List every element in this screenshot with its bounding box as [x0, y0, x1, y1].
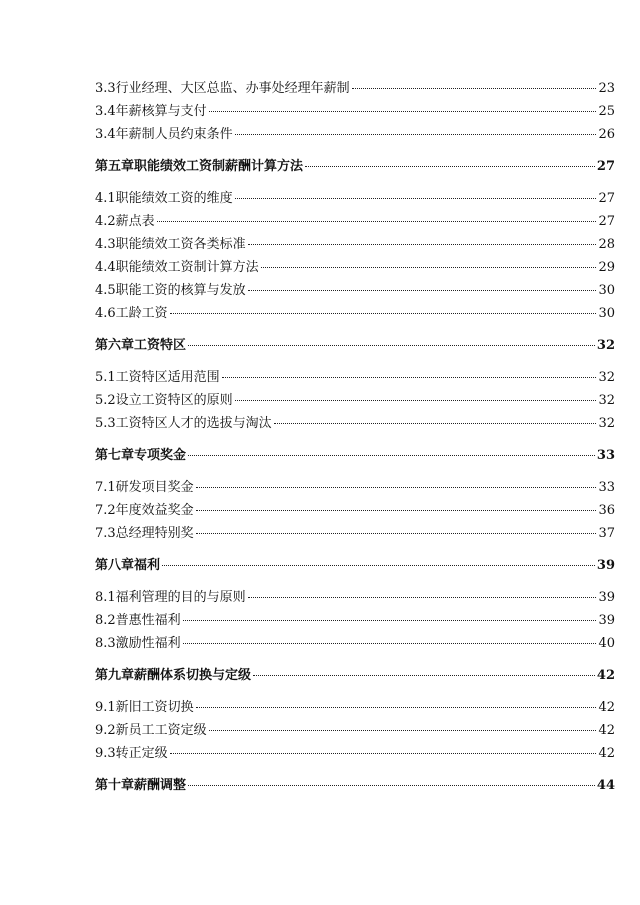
- toc-section-entry[interactable]: [95, 370, 615, 386]
- toc-section-entry[interactable]: [95, 700, 615, 716]
- toc-entry-title: 7.2年度效益奖金: [95, 503, 194, 518]
- toc-chapter-entry[interactable]: [95, 558, 615, 574]
- toc-page-number: 25: [598, 104, 615, 119]
- toc-page-number: 40: [598, 636, 615, 651]
- toc-page-number: 27: [598, 214, 615, 229]
- toc-entry-title: 第七章专项奖金: [95, 448, 187, 463]
- toc-section-entry[interactable]: [95, 127, 615, 143]
- toc-entry-title: 9.2新员工工资定级: [95, 723, 207, 738]
- toc-entry-title: 9.1新旧工资切换: [95, 700, 194, 715]
- toc-page-number: 39: [598, 613, 615, 628]
- toc-section-entry[interactable]: [95, 746, 615, 762]
- dot-leader: [170, 312, 597, 314]
- toc-section-entry[interactable]: [95, 503, 615, 519]
- toc-entry-title: 第十章薪酬调整: [95, 778, 187, 793]
- toc-page-number: 29: [598, 260, 615, 275]
- toc-entry-title: 3.3行业经理、大区总监、办事处经理年薪制: [95, 81, 350, 96]
- dot-leader: [235, 399, 597, 401]
- dot-leader: [170, 752, 597, 754]
- dot-leader: [274, 422, 597, 424]
- dot-leader: [196, 706, 597, 708]
- toc-section-entry[interactable]: [95, 237, 615, 253]
- toc-chapter-entry[interactable]: [95, 338, 615, 354]
- toc-page-number: 23: [598, 81, 615, 96]
- toc-entry-title: 4.1职能绩效工资的维度: [95, 191, 233, 206]
- toc-chapter-entry[interactable]: [95, 668, 615, 684]
- toc-section-entry[interactable]: [95, 636, 615, 652]
- toc-page-number: 30: [598, 283, 615, 298]
- toc-entry-title: 7.3总经理特别奖: [95, 526, 194, 541]
- toc-entry-title: 8.1福利管理的目的与原则: [95, 590, 246, 605]
- toc-page-number: 30: [598, 306, 615, 321]
- dot-leader: [352, 87, 597, 89]
- toc-entry-title: 第六章工资特区: [95, 338, 187, 353]
- dot-leader: [209, 729, 597, 731]
- toc-page-number: 33: [598, 480, 615, 495]
- toc-entry-title: 3.4年薪制人员约束条件: [95, 127, 233, 142]
- toc-page-number: 36: [598, 503, 615, 518]
- toc-entry-title: 第九章薪酬体系切换与定级: [95, 668, 252, 683]
- dot-leader: [188, 344, 595, 346]
- toc-section-entry[interactable]: [95, 480, 615, 496]
- dot-leader: [196, 509, 597, 511]
- toc-entry-title: 第八章福利: [95, 558, 161, 573]
- toc-entry-title: 5.3工资特区人才的选拔与淘汰: [95, 416, 272, 431]
- toc-section-entry[interactable]: [95, 613, 615, 629]
- toc-page-number: 44: [596, 778, 615, 793]
- dot-leader: [188, 454, 595, 456]
- toc-page-number: 32: [598, 393, 615, 408]
- toc-section-entry[interactable]: [95, 723, 615, 739]
- dot-leader: [183, 642, 597, 644]
- toc-page-number: 33: [596, 448, 615, 463]
- toc-page-number: 27: [596, 159, 615, 174]
- toc-entry-title: 8.2普惠性福利: [95, 613, 181, 628]
- toc-page-number: 28: [598, 237, 615, 252]
- toc-section-entry[interactable]: [95, 191, 615, 207]
- toc-page-number: 32: [596, 338, 615, 353]
- toc-section-entry[interactable]: [95, 526, 615, 542]
- dot-leader: [209, 110, 597, 112]
- toc-section-entry[interactable]: [95, 81, 615, 97]
- dot-leader: [162, 564, 595, 566]
- toc-page-number: 42: [598, 723, 615, 738]
- toc-entry-title: 4.3职能绩效工资各类标准: [95, 237, 246, 252]
- dot-leader: [188, 784, 595, 786]
- toc-entry-title: 4.6工龄工资: [95, 306, 168, 321]
- dot-leader: [248, 596, 597, 598]
- toc-page-number: 32: [598, 416, 615, 431]
- toc-chapter-entry[interactable]: [95, 778, 615, 794]
- toc-chapter-entry[interactable]: [95, 448, 615, 464]
- toc-entry-title: 5.2设立工资特区的原则: [95, 393, 233, 408]
- dot-leader: [196, 532, 597, 534]
- toc-section-entry[interactable]: [95, 104, 615, 120]
- toc-section-entry[interactable]: [95, 306, 615, 322]
- toc-page-number: 39: [596, 558, 615, 573]
- toc-page-number: 32: [598, 370, 615, 385]
- toc-entry-title: 5.1工资特区适用范围: [95, 370, 220, 385]
- toc-page-number: 37: [598, 526, 615, 541]
- dot-leader: [253, 674, 595, 676]
- dot-leader: [235, 197, 597, 199]
- toc-chapter-entry[interactable]: [95, 159, 615, 175]
- toc-entry-title: 第五章职能绩效工资制薪酬计算方法: [95, 159, 304, 174]
- dot-leader: [248, 243, 597, 245]
- toc-page-number: 26: [598, 127, 615, 142]
- toc-page-number: 42: [598, 700, 615, 715]
- toc-entry-title: 4.5职能工资的核算与发放: [95, 283, 246, 298]
- toc-section-entry[interactable]: [95, 416, 615, 432]
- dot-leader: [196, 486, 597, 488]
- toc-section-entry[interactable]: [95, 214, 615, 230]
- toc-entry-title: 8.3激励性福利: [95, 636, 181, 651]
- toc-entry-title: 9.3转正定级: [95, 746, 168, 761]
- dot-leader: [157, 220, 597, 222]
- dot-leader: [222, 376, 597, 378]
- dot-leader: [305, 165, 595, 167]
- toc-page-number: 27: [598, 191, 615, 206]
- dot-leader: [183, 619, 597, 621]
- dot-leader: [248, 289, 597, 291]
- toc-page-number: 39: [598, 590, 615, 605]
- toc-section-entry[interactable]: [95, 393, 615, 409]
- toc-page-number: 42: [598, 746, 615, 761]
- toc-entry-title: 4.2薪点表: [95, 214, 155, 229]
- toc-section-entry[interactable]: [95, 283, 615, 299]
- dot-leader: [261, 266, 597, 268]
- toc-section-entry[interactable]: [95, 260, 615, 276]
- dot-leader: [235, 133, 597, 135]
- toc-entry-title: 3.4年薪核算与支付: [95, 104, 207, 119]
- toc-entry-title: 4.4职能绩效工资制计算方法: [95, 260, 259, 275]
- toc-entry-title: 7.1研发项目奖金: [95, 480, 194, 495]
- toc-section-entry[interactable]: [95, 590, 615, 606]
- toc-page-number: 42: [596, 668, 615, 683]
